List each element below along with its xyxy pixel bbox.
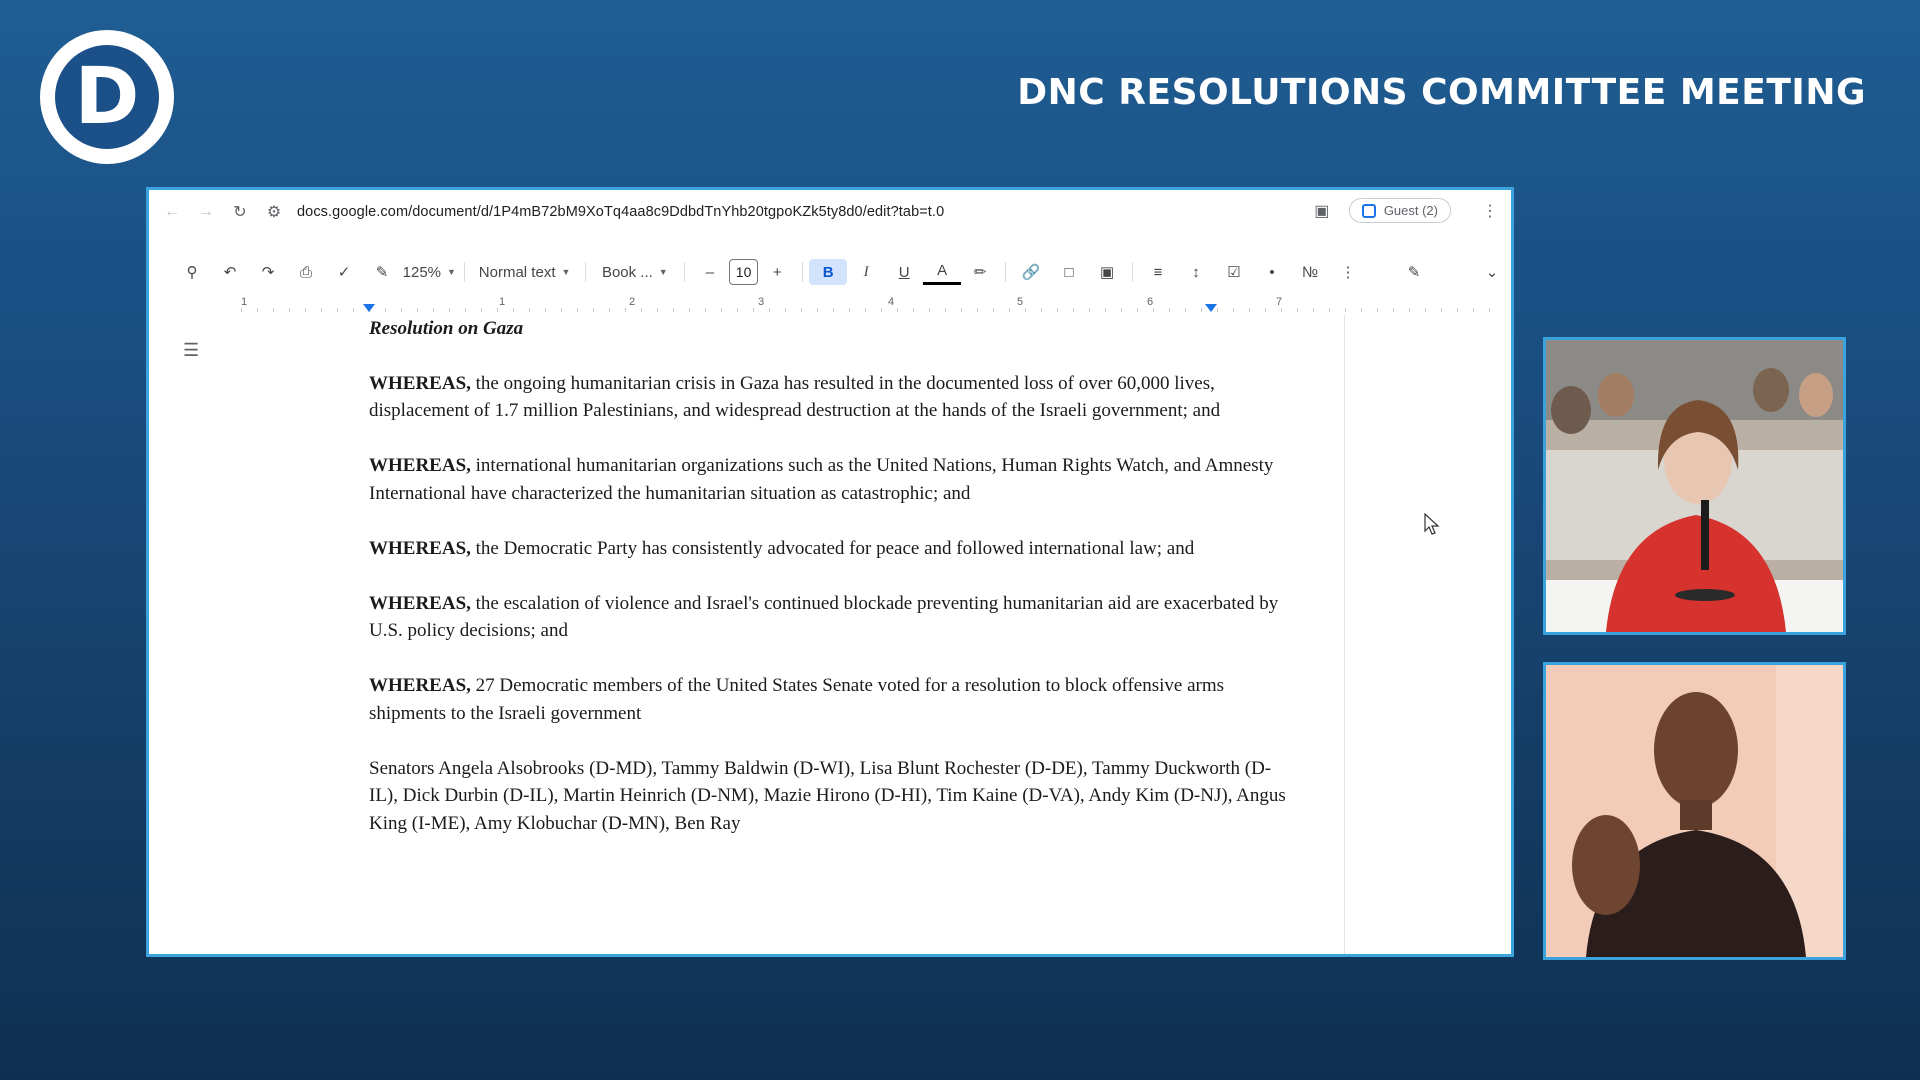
checklist-icon[interactable]: ☑ — [1227, 264, 1241, 281]
speaker-video-tile — [1543, 337, 1846, 635]
paragraph — [369, 590, 1299, 645]
site-info-icon[interactable]: ⚙ — [266, 204, 282, 221]
guest-label: Guest (2) — [1383, 203, 1438, 218]
mouse-pointer-icon — [1424, 513, 1442, 537]
ruler-number: 7 — [1276, 296, 1283, 308]
docs-toolbar — [149, 250, 1511, 294]
ruler-number: 5 — [1017, 296, 1024, 308]
align-icon[interactable]: ≡ — [1153, 263, 1163, 281]
text-color-button[interactable]: A — [923, 260, 961, 285]
browser-window — [146, 187, 1514, 957]
font-value: Book ... — [601, 263, 653, 281]
comment-icon[interactable]: □ — [1064, 263, 1074, 281]
style-select[interactable] — [470, 257, 578, 287]
whereas-lead: WHEREAS, — [369, 675, 471, 696]
divider — [1132, 262, 1133, 282]
presenter-video-tile — [1543, 662, 1846, 960]
style-value: Normal text — [478, 263, 556, 281]
paragraph — [369, 370, 1299, 425]
ruler-number: 2 — [629, 296, 636, 308]
ruler-number: 1 — [241, 296, 248, 308]
ruler-number: 4 — [888, 296, 895, 308]
participant-video-image — [1546, 665, 1843, 957]
divider — [464, 262, 465, 282]
redo-icon[interactable]: ↷ — [261, 264, 275, 281]
paragraph-text: the Democratic Party has consistently advocated for peace and followed international law; and — [470, 537, 1195, 559]
collapse-toolbar-icon[interactable]: ⌄ — [1485, 264, 1499, 281]
undo-icon[interactable]: ↶ — [223, 264, 237, 281]
divider — [585, 262, 586, 282]
forward-icon[interactable]: → — [198, 203, 214, 220]
right-indent-marker[interactable] — [1205, 304, 1217, 312]
dnc-logo — [40, 30, 174, 164]
underline-button[interactable]: U — [898, 263, 910, 281]
whereas-lead: WHEREAS, — [369, 537, 471, 559]
profile-icon — [1362, 204, 1376, 218]
broadcast-headline: DNC RESOLUTIONS COMMITTEE MEETING — [1017, 72, 1866, 113]
more-menu-icon[interactable]: ⋮ — [1482, 202, 1498, 220]
whereas-lead: WHEREAS, — [369, 372, 471, 394]
divider — [684, 262, 685, 282]
increase-font-size-icon[interactable]: + — [772, 263, 782, 281]
highlight-icon[interactable]: ✏ — [973, 264, 987, 281]
left-indent-marker[interactable] — [363, 304, 375, 312]
ruler-number: 1 — [499, 296, 506, 308]
zoom-value: 125% — [402, 263, 442, 281]
bold-button[interactable]: B — [809, 259, 847, 285]
print-icon[interactable]: ⎙ — [299, 263, 312, 281]
editing-mode-icon[interactable]: ✎ — [1407, 264, 1421, 281]
document-outline-icon[interactable]: ☰ — [183, 340, 200, 360]
guest-profile-button[interactable] — [1349, 198, 1451, 223]
document-page[interactable] — [369, 315, 1299, 955]
ruler-number: 6 — [1147, 296, 1154, 308]
numbered-list-icon[interactable]: № — [1301, 263, 1319, 281]
spellcheck-icon[interactable]: ✓ — [337, 264, 351, 281]
tab-search-icon[interactable]: ▣ — [1314, 202, 1330, 220]
paragraph — [369, 672, 1299, 727]
font-select[interactable] — [592, 257, 678, 287]
divider — [1005, 262, 1006, 282]
paragraph-text: the escalation of violence and Israel's continued blockade preventing humanitarian aid are exacerbated by U.S. policy decisions; and — [369, 592, 1279, 641]
italic-button[interactable]: I — [863, 263, 869, 280]
url-text[interactable]: docs.google.com/document/d/1P4mB72bM9XoTq4aa8c9DdbdTnYhb20tgpoKZk5ty8d0/edit?tab=t.0 — [297, 204, 945, 220]
zoom-select[interactable] — [401, 257, 458, 287]
paragraph-text: 27 Democratic members of the United States Senate voted for a resolution to block offensive arms shipments to the Israeli government — [369, 675, 1224, 724]
paragraph-text: Senators Angela Alsobrooks (D-MD), Tammy Baldwin (D-WI), Lisa Blunt Rochester (D-DE), Tammy Duckworth (D-IL), Dick Durbin (D-IL), Martin Heinrich (D-NM), Mazie Hirono (D-HI), Tim Kaine (D-VA), Andy Kim (D-NJ), Angus King (I-ME), Amy Klobuchar (D-MN), Ben Ray — [369, 757, 1286, 834]
ruler — [241, 294, 1491, 314]
divider — [802, 262, 803, 282]
chevron-down-icon: ▼ — [561, 267, 571, 277]
paint-format-icon[interactable]: ✎ — [375, 264, 389, 281]
document-title: Resolution on Gaza — [369, 318, 524, 339]
link-icon[interactable]: 🔗 — [1021, 264, 1041, 281]
address-bar — [149, 190, 1511, 234]
font-size-input[interactable]: 10 — [729, 259, 758, 285]
bulleted-list-icon[interactable]: • — [1269, 263, 1275, 281]
page-edge — [1344, 315, 1345, 955]
whereas-lead: WHEREAS, — [369, 592, 471, 614]
back-icon[interactable]: ← — [164, 203, 180, 220]
decrease-font-size-icon[interactable]: – — [705, 263, 715, 281]
logo-letter: D — [55, 45, 159, 149]
paragraph — [369, 535, 1299, 563]
ruler-number: 3 — [758, 296, 765, 308]
reload-icon[interactable]: ↻ — [233, 204, 247, 221]
image-icon[interactable]: ▣ — [1099, 264, 1115, 281]
chevron-down-icon: ▼ — [658, 267, 668, 277]
more-options-icon[interactable]: ⋮ — [1340, 264, 1356, 281]
line-spacing-icon[interactable]: ↕ — [1192, 263, 1200, 281]
search-icon[interactable]: ⚲ — [186, 264, 198, 281]
chevron-down-icon: ▼ — [447, 267, 456, 277]
whereas-lead: WHEREAS, — [369, 455, 471, 476]
participant-video-image — [1546, 340, 1843, 632]
paragraph — [369, 755, 1299, 838]
paragraph — [369, 452, 1299, 507]
paragraph-text: international humanitarian organizations such as the United Nations, Human Rights Watch, and Amnesty International have characterized the humanitarian situation as catastrophic; and — [369, 455, 1274, 504]
paragraph-text: the ongoing humanitarian crisis in Gaza has resulted in the documented loss of over 60,000 lives, displacement of 1.7 million Palestinians, and widespread destruction at the hands of the Israeli government; and — [369, 372, 1221, 421]
